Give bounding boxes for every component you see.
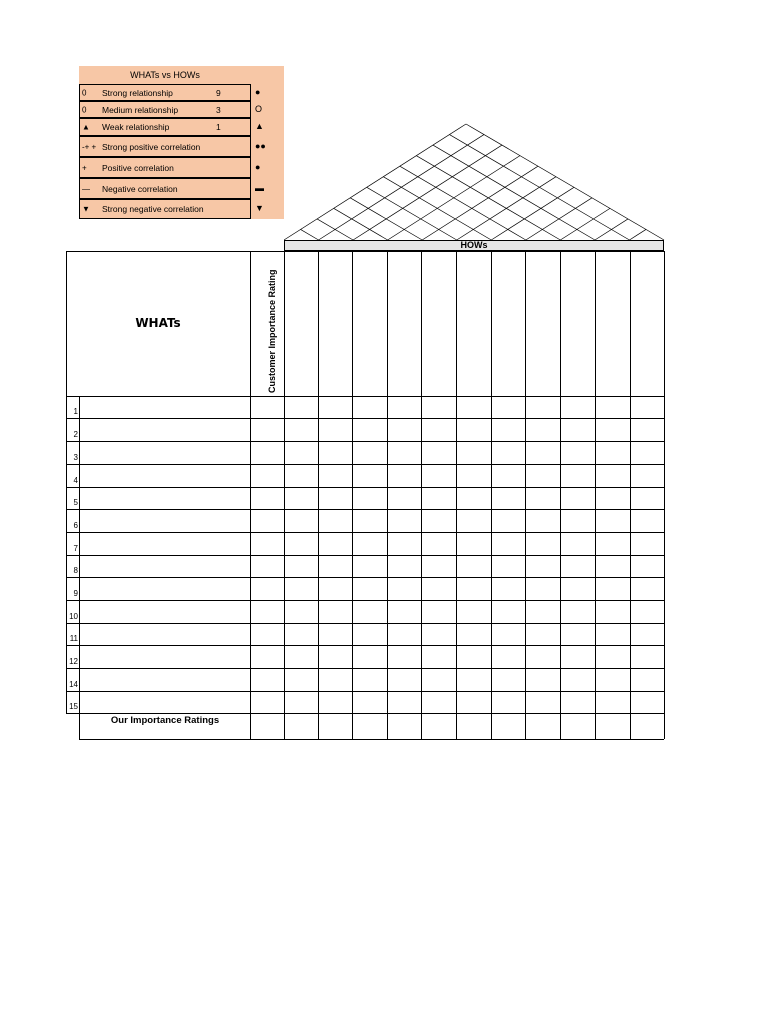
row-number: 4	[73, 476, 78, 485]
grid-line	[66, 577, 664, 578]
grid-line	[456, 251, 457, 739]
legend-symbol: —	[82, 184, 90, 193]
grid-line	[79, 396, 80, 740]
legend-row	[79, 178, 251, 199]
legend-row	[79, 136, 251, 157]
legend-mark-icon: ●●	[255, 140, 266, 151]
legend-mark-icon: ▼	[255, 203, 264, 213]
roof-grid-line	[367, 187, 457, 240]
grid-line	[66, 441, 664, 442]
legend-label: Positive correlation	[102, 162, 174, 173]
legend-value: 1	[216, 122, 221, 132]
legend-mark-icon: ▲	[255, 121, 264, 131]
row-number: 6	[73, 521, 78, 530]
grid-line	[352, 251, 353, 739]
whats-title: WHATs	[135, 316, 181, 330]
roof-grid-line	[388, 156, 520, 240]
grid-line	[66, 251, 250, 252]
row-number: 14	[69, 680, 78, 689]
legend-row	[79, 101, 251, 118]
grid-line	[66, 418, 664, 419]
row-number: 2	[73, 430, 78, 439]
row-number: 15	[69, 702, 78, 711]
roof-grid-line	[301, 229, 319, 240]
grid-line	[491, 251, 492, 739]
grid-line	[525, 251, 526, 739]
grid-line	[66, 623, 664, 624]
legend-symbol: 0	[82, 105, 87, 114]
grid-line	[66, 555, 664, 556]
legend-mark-icon: ●	[255, 161, 261, 172]
row-number: 7	[73, 544, 78, 553]
roof-grid-line	[319, 135, 484, 240]
customer-importance-rating-label: Customer Importance Rating	[267, 269, 277, 393]
legend-symbol: ▼	[82, 204, 90, 214]
legend-mark-icon: ●	[255, 86, 261, 97]
grid-line	[630, 251, 631, 739]
legend-symbol: 0	[82, 88, 87, 97]
grid-line	[66, 532, 664, 533]
grid-line	[66, 487, 664, 488]
grid-line	[66, 464, 664, 465]
grid-line	[560, 251, 561, 739]
roof-grid-line	[400, 166, 526, 240]
roof-grid-line	[491, 187, 574, 240]
legend-symbol: +	[82, 163, 87, 172]
legend-label: Weak relationship	[102, 122, 170, 132]
row-number: 10	[69, 612, 78, 621]
grid-line	[66, 668, 664, 669]
grid-line	[66, 713, 664, 714]
legend-label: Strong relationship	[102, 87, 173, 98]
legend-label: Strong positive correlation	[102, 141, 201, 152]
legend-title: WHATs vs HOWs	[130, 70, 200, 80]
grid-line	[250, 251, 664, 252]
legend-row	[79, 84, 251, 101]
legend-row	[79, 118, 251, 136]
legend-label: Strong negative correlation	[102, 204, 204, 214]
hows-header: HOWs	[284, 240, 664, 251]
grid-line	[79, 739, 664, 740]
grid-line	[66, 600, 664, 601]
row-number: 9	[73, 589, 78, 598]
correlation-roof	[284, 123, 665, 241]
roof-grid-line	[284, 124, 466, 240]
legend-label: Medium relationship	[102, 104, 179, 115]
legend-row	[79, 157, 251, 178]
legend-box	[79, 66, 284, 219]
grid-line	[66, 691, 664, 692]
legend-mark-icon: O	[255, 103, 263, 114]
legend-mark-icon: ▬	[255, 182, 264, 193]
grid-line	[664, 251, 665, 739]
row-number: 3	[73, 453, 78, 462]
grid-line	[66, 396, 664, 397]
legend-symbol: -+ +	[82, 142, 97, 151]
legend-value: 9	[216, 87, 221, 98]
our-importance-ratings-label: Our Importance Ratings	[110, 715, 220, 726]
grid-line	[66, 509, 664, 510]
row-number: 1	[73, 407, 78, 416]
roof-grid-line	[416, 156, 560, 240]
roof-grid-line	[422, 166, 538, 240]
row-number: 5	[73, 498, 78, 507]
grid-line	[250, 251, 251, 740]
roof-grid-line	[449, 135, 629, 240]
legend-row	[79, 199, 251, 219]
grid-line	[595, 251, 596, 739]
grid-line	[387, 251, 388, 739]
row-number: 8	[73, 566, 78, 575]
row-number: 11	[69, 634, 78, 643]
roof-grid-line	[629, 229, 646, 240]
row-number: 12	[69, 657, 78, 666]
legend-value: 3	[216, 104, 221, 115]
grid-line	[284, 251, 285, 739]
grid-line	[421, 251, 422, 739]
legend-symbol: ▲	[82, 122, 90, 132]
grid-line	[318, 251, 319, 739]
legend-label: Negative correlation	[102, 183, 178, 194]
grid-line	[66, 645, 664, 646]
